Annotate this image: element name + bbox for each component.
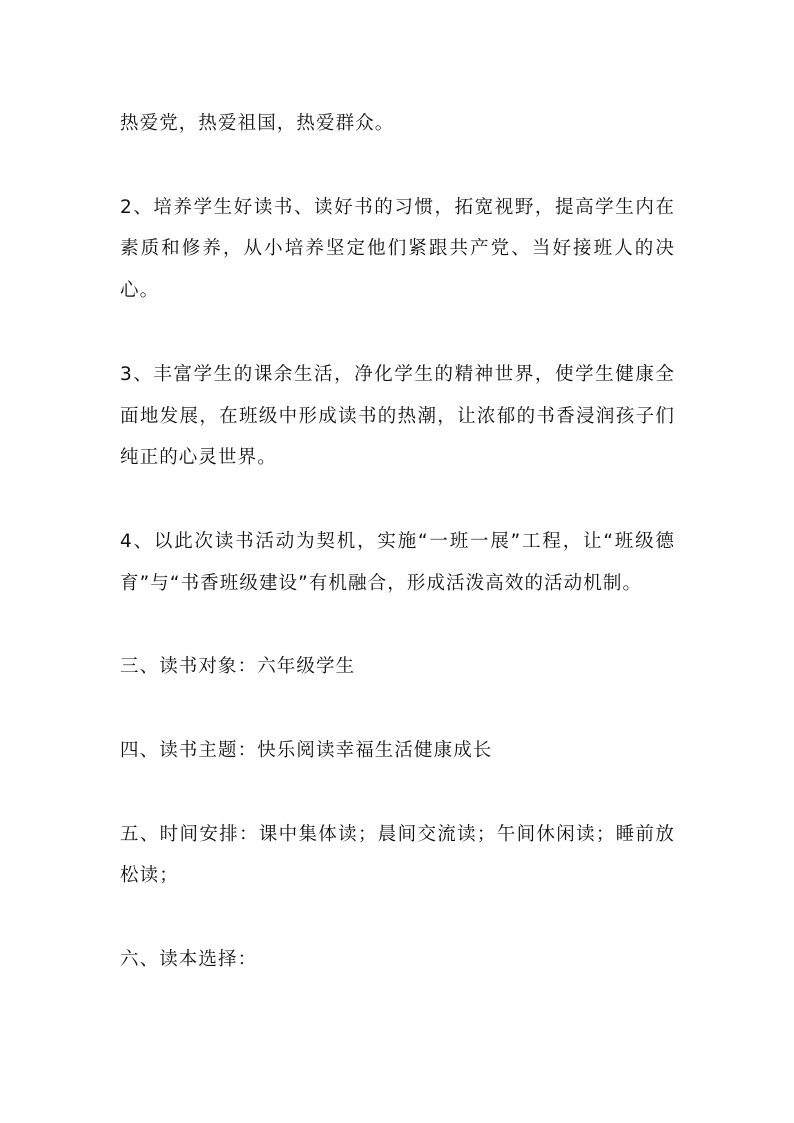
document-body	[120, 103, 675, 981]
section-time-schedule: 五、时间安排：课中集体读；晨间交流读；午间休闲读；睡前放松读；	[120, 823, 675, 887]
paragraph-goal-3: 3、丰富学生的课余生活，净化学生的精神世界，使学生健康全面地发展，在班级中形成读书的热潮，让浓郁的书香浸润孩子们纯正的心灵世界。	[120, 363, 675, 469]
section-reading-target: 三、读书对象：六年级学生	[120, 656, 356, 678]
section-reading-theme: 四、读书主题：快乐阅读幸福生活健康成长	[120, 740, 493, 762]
paragraph-goal-1-continuation: 热爱党，热爱祖国，热爱群众。	[120, 113, 395, 134]
section-book-selection: 六、读本选择：	[120, 949, 258, 971]
paragraph-goal-4: 4、以此次读书活动为契机，实施“一班一展”工程，让“班级德育”与“书香班级建设”有机融合，形成活泼高效的活动机制。	[120, 530, 675, 594]
paragraph-goal-2: 2、培养学生好读书、读好书的习惯，拓宽视野，提高学生内在素质和修养，从小培养坚定他们紧跟共产党、当好接班人的决心。	[120, 196, 675, 302]
